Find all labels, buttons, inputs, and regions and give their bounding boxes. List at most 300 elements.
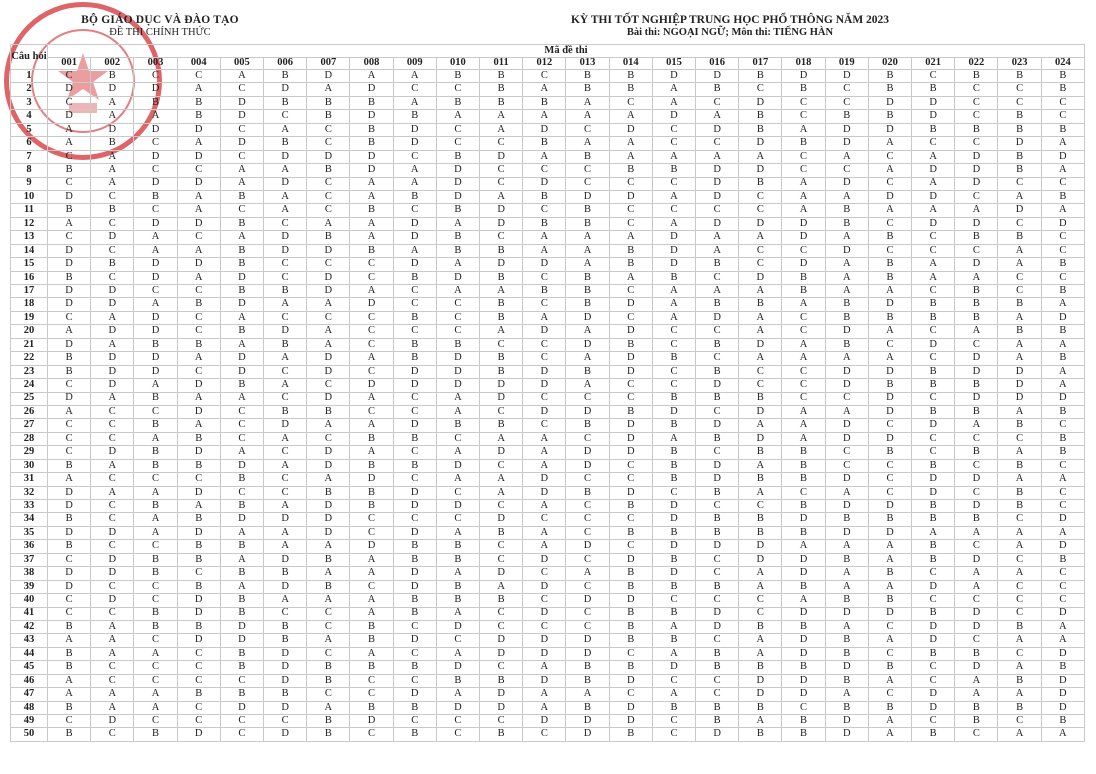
answer-cell: A xyxy=(177,271,220,284)
answer-cell: D xyxy=(307,365,350,378)
answer-cell: D xyxy=(566,728,609,742)
answer-cell: D xyxy=(220,365,263,378)
answer-cell: D xyxy=(393,567,436,580)
answer-cell: C xyxy=(998,715,1041,728)
answer-cell: A xyxy=(912,258,955,271)
answer-cell: B xyxy=(998,486,1041,499)
answer-cell: A xyxy=(739,231,782,244)
answer-cell: D xyxy=(436,352,479,365)
answer-cell: D xyxy=(868,500,911,513)
answer-cell: B xyxy=(696,486,739,499)
answer-cell: D xyxy=(609,419,652,432)
answer-cell: D xyxy=(264,580,307,593)
answer-cell: B xyxy=(393,459,436,472)
answer-cell: D xyxy=(307,70,350,83)
answer-cell: B xyxy=(739,728,782,742)
answer-cell: C xyxy=(91,661,134,674)
answer-cell: C xyxy=(782,164,825,177)
answer-cell: C xyxy=(134,715,177,728)
answer-cell: C xyxy=(523,567,566,580)
answer-cell: D xyxy=(48,526,91,539)
answer-cell: A xyxy=(436,526,479,539)
question-number: 42 xyxy=(11,620,48,633)
answer-cell: C xyxy=(350,258,393,271)
answer-cell: A xyxy=(436,217,479,230)
answer-cell: D xyxy=(350,379,393,392)
answer-cell: C xyxy=(566,513,609,526)
answer-cell: D xyxy=(91,553,134,566)
answer-cell: D xyxy=(739,338,782,351)
answer-cell: D xyxy=(523,715,566,728)
answer-cell: B xyxy=(480,419,523,432)
answer-cell: B xyxy=(912,728,955,742)
answer-cell: B xyxy=(1041,325,1084,338)
answer-cell: D xyxy=(436,459,479,472)
answer-cell: B xyxy=(825,594,868,607)
answer-cell: B xyxy=(393,661,436,674)
answer-cell: D xyxy=(609,432,652,445)
exam-code-header: 019 xyxy=(825,58,868,70)
answer-cell: C xyxy=(566,164,609,177)
answer-cell: D xyxy=(825,137,868,150)
answer-cell: C xyxy=(177,231,220,244)
answer-cell: B xyxy=(393,701,436,714)
answer-cell: A xyxy=(696,231,739,244)
answer-cell: B xyxy=(782,459,825,472)
answer-cell: D xyxy=(955,620,998,633)
question-number: 6 xyxy=(11,137,48,150)
answer-cell: A xyxy=(868,137,911,150)
answer-cell: B xyxy=(912,500,955,513)
answer-cell: D xyxy=(696,217,739,230)
answer-cell: B xyxy=(998,701,1041,714)
answer-cell: D xyxy=(566,338,609,351)
answer-cell: A xyxy=(48,674,91,687)
answer-cell: C xyxy=(825,459,868,472)
answer-cell: C xyxy=(393,620,436,633)
answer-cell: A xyxy=(782,298,825,311)
answer-cell: A xyxy=(307,338,350,351)
answer-cell: B xyxy=(1041,446,1084,459)
answer-cell: A xyxy=(523,459,566,472)
answer-cell: A xyxy=(48,688,91,701)
answer-cell: B xyxy=(264,688,307,701)
answer-cell: C xyxy=(523,620,566,633)
answer-cell: B xyxy=(955,715,998,728)
answer-cell: D xyxy=(91,526,134,539)
answer-cell: A xyxy=(220,231,263,244)
answer-cell: C xyxy=(652,365,695,378)
answer-cell: D xyxy=(523,486,566,499)
answer-cell: B xyxy=(782,473,825,486)
answer-cell: B xyxy=(220,567,263,580)
answer-cell: D xyxy=(955,164,998,177)
table-row xyxy=(11,701,1085,714)
answer-cell: A xyxy=(739,580,782,593)
answer-cell: B xyxy=(609,620,652,633)
answer-cell: A xyxy=(825,271,868,284)
answer-cell: A xyxy=(739,150,782,163)
answer-cell: C xyxy=(393,83,436,96)
answer-cell: C xyxy=(955,110,998,123)
table-row xyxy=(11,285,1085,298)
question-number: 41 xyxy=(11,607,48,620)
answer-cell: D xyxy=(134,177,177,190)
answer-cell: C xyxy=(436,83,479,96)
answer-cell: C xyxy=(955,432,998,445)
answer-cell: B xyxy=(220,258,263,271)
answer-cell: B xyxy=(998,150,1041,163)
answer-cell: D xyxy=(220,459,263,472)
answer-cell: D xyxy=(264,177,307,190)
answer-cell: B xyxy=(998,500,1041,513)
answer-cell: B xyxy=(480,70,523,83)
answer-cell: C xyxy=(1041,594,1084,607)
answer-cell: C xyxy=(955,190,998,203)
answer-cell: B xyxy=(436,338,479,351)
answer-cell: D xyxy=(393,634,436,647)
answer-cell: D xyxy=(350,110,393,123)
answer-cell: D xyxy=(220,352,263,365)
answer-cell: B xyxy=(868,513,911,526)
answer-cell: D xyxy=(480,150,523,163)
answer-cell: D xyxy=(350,164,393,177)
answer-cell: B xyxy=(307,96,350,109)
answer-cell: D xyxy=(652,244,695,257)
answer-cell: C xyxy=(350,405,393,418)
answer-cell: C xyxy=(91,607,134,620)
answer-cell: B xyxy=(177,432,220,445)
answer-cell: D xyxy=(912,580,955,593)
answer-cell: D xyxy=(91,446,134,459)
answer-cell: A xyxy=(48,325,91,338)
question-number: 34 xyxy=(11,513,48,526)
answer-cell: B xyxy=(48,365,91,378)
answer-cell: A xyxy=(1041,526,1084,539)
answer-cell: B xyxy=(1041,83,1084,96)
answer-cell: D xyxy=(868,298,911,311)
answer-cell: A xyxy=(220,164,263,177)
answer-cell: C xyxy=(782,392,825,405)
answer-cell: C xyxy=(177,567,220,580)
answer-cell: C xyxy=(868,688,911,701)
answer-cell: C xyxy=(696,204,739,217)
answer-cell: A xyxy=(91,647,134,660)
answer-cell: C xyxy=(912,352,955,365)
answer-cell: A xyxy=(264,379,307,392)
exam-code-header: 001 xyxy=(48,58,91,70)
answer-cell: C xyxy=(696,271,739,284)
answer-cell: D xyxy=(220,271,263,284)
answer-cell: D xyxy=(566,715,609,728)
answer-cell: A xyxy=(134,513,177,526)
table-row xyxy=(11,271,1085,284)
answer-cell: D xyxy=(523,123,566,136)
table-row xyxy=(11,150,1085,163)
answer-cell: C xyxy=(868,459,911,472)
answer-cell: B xyxy=(264,70,307,83)
table-row xyxy=(11,365,1085,378)
answer-cell: B xyxy=(350,701,393,714)
table-row xyxy=(11,513,1085,526)
answer-cell: A xyxy=(652,150,695,163)
answer-cell: C xyxy=(307,190,350,203)
answer-cell: D xyxy=(609,486,652,499)
answer-cell: C xyxy=(264,311,307,324)
answer-cell: C xyxy=(566,473,609,486)
answer-cell: A xyxy=(609,137,652,150)
answer-cell: C xyxy=(436,325,479,338)
answer-cell: D xyxy=(739,688,782,701)
answer-cell: C xyxy=(177,701,220,714)
answer-cell: C xyxy=(480,540,523,553)
answer-cell: B xyxy=(523,285,566,298)
answer-cell: A xyxy=(566,325,609,338)
exam-code-header: 015 xyxy=(652,58,695,70)
answer-cell: B xyxy=(523,217,566,230)
answer-cell: A xyxy=(220,338,263,351)
answer-cell: A xyxy=(307,701,350,714)
answer-cell: C xyxy=(912,567,955,580)
table-row xyxy=(11,500,1085,513)
answer-cell: B xyxy=(998,110,1041,123)
answer-cell: B xyxy=(134,553,177,566)
answer-cell: B xyxy=(1041,70,1084,83)
answer-cell: D xyxy=(825,365,868,378)
question-number: 13 xyxy=(11,231,48,244)
answer-cell: A xyxy=(739,285,782,298)
answer-cell: C xyxy=(264,486,307,499)
answer-cell: A xyxy=(609,231,652,244)
answer-cell: D xyxy=(48,392,91,405)
answer-cell: A xyxy=(566,231,609,244)
answer-cell: C xyxy=(739,379,782,392)
answer-cell: A xyxy=(998,688,1041,701)
answer-cell: C xyxy=(307,123,350,136)
answer-cell: C xyxy=(566,607,609,620)
question-number: 1 xyxy=(11,70,48,83)
answer-cell: C xyxy=(868,620,911,633)
answer-cell: B xyxy=(998,620,1041,633)
answer-cell: C xyxy=(652,379,695,392)
answer-cell: B xyxy=(739,526,782,539)
answer-cell: C xyxy=(393,204,436,217)
answer-cell: B xyxy=(480,594,523,607)
answer-cell: A xyxy=(134,244,177,257)
answer-cell: D xyxy=(177,486,220,499)
answer-cell: B xyxy=(220,647,263,660)
answer-cell: D xyxy=(91,83,134,96)
answer-cell: B xyxy=(868,258,911,271)
answer-cell: C xyxy=(739,244,782,257)
answer-cell: B xyxy=(436,674,479,687)
answer-cell: D xyxy=(220,701,263,714)
answer-cell: C xyxy=(134,540,177,553)
answer-cell: A xyxy=(264,459,307,472)
answer-cell: B xyxy=(739,298,782,311)
answer-cell: D xyxy=(436,379,479,392)
answer-cell: D xyxy=(609,190,652,203)
answer-cell: C xyxy=(48,594,91,607)
answer-cell: B xyxy=(350,137,393,150)
answer-cell: C xyxy=(436,311,479,324)
answer-cell: C xyxy=(955,486,998,499)
answer-cell: C xyxy=(393,150,436,163)
answer-cell: D xyxy=(134,365,177,378)
answer-cell: A xyxy=(782,594,825,607)
answer-cell: A xyxy=(955,419,998,432)
answer-cell: C xyxy=(609,311,652,324)
answer-cell: C xyxy=(307,204,350,217)
answer-cell: A xyxy=(91,164,134,177)
answer-cell: A xyxy=(696,110,739,123)
answer-cell: D xyxy=(955,150,998,163)
answer-cell: D xyxy=(652,231,695,244)
answer-cell: A xyxy=(782,177,825,190)
answer-cell: C xyxy=(912,325,955,338)
answer-cell: C xyxy=(1041,419,1084,432)
answer-cell: A xyxy=(177,419,220,432)
answer-cell: D xyxy=(48,285,91,298)
answer-cell: D xyxy=(220,110,263,123)
table-row xyxy=(11,540,1085,553)
answer-cell: A xyxy=(523,661,566,674)
answer-cell: A xyxy=(307,567,350,580)
answer-cell: C xyxy=(393,674,436,687)
answer-cell: D xyxy=(523,258,566,271)
answer-cell: B xyxy=(350,432,393,445)
answer-cell: C xyxy=(220,123,263,136)
answer-cell: D xyxy=(1041,392,1084,405)
answer-cell: C xyxy=(393,473,436,486)
answer-cell: B xyxy=(696,513,739,526)
answer-cell: B xyxy=(566,701,609,714)
answer-cell: D xyxy=(436,177,479,190)
answer-cell: D xyxy=(782,688,825,701)
answer-cell: D xyxy=(480,688,523,701)
answer-cell: B xyxy=(609,526,652,539)
answer-cell: A xyxy=(696,285,739,298)
table-row xyxy=(11,446,1085,459)
answer-cell: D xyxy=(609,123,652,136)
answer-cell: C xyxy=(177,164,220,177)
answer-cell: B xyxy=(436,204,479,217)
answer-cell: D xyxy=(264,231,307,244)
answer-cell: D xyxy=(1041,647,1084,660)
answer-cell: A xyxy=(566,379,609,392)
answer-cell: B xyxy=(393,110,436,123)
answer-cell: B xyxy=(825,701,868,714)
table-row xyxy=(11,352,1085,365)
exam-title: KỲ THI TỐT NGHIỆP TRUNG HỌC PHỔ THÔNG NĂM 2023 xyxy=(570,14,890,26)
answer-cell: D xyxy=(523,634,566,647)
answer-cell: C xyxy=(393,647,436,660)
answer-cell: C xyxy=(912,432,955,445)
answer-cell: C xyxy=(652,728,695,742)
answer-cell: A xyxy=(739,567,782,580)
answer-cell: A xyxy=(307,473,350,486)
answer-cell: D xyxy=(350,150,393,163)
answer-cell: A xyxy=(91,688,134,701)
question-number: 47 xyxy=(11,688,48,701)
answer-cell: C xyxy=(912,244,955,257)
answer-cell: C xyxy=(48,311,91,324)
answer-cell: D xyxy=(393,258,436,271)
answer-cell: C xyxy=(480,553,523,566)
answer-cell: D xyxy=(868,526,911,539)
answer-cell: C xyxy=(955,96,998,109)
answer-cell: A xyxy=(998,244,1041,257)
answer-cell: B xyxy=(912,459,955,472)
answer-cell: D xyxy=(955,177,998,190)
question-number: 16 xyxy=(11,271,48,284)
answer-cell: D xyxy=(480,379,523,392)
answer-cell: D xyxy=(825,379,868,392)
answer-cell: B xyxy=(436,70,479,83)
answer-cell: A xyxy=(307,634,350,647)
answer-cell: B xyxy=(868,567,911,580)
answer-cell: D xyxy=(1041,217,1084,230)
answer-cell: D xyxy=(566,647,609,660)
answer-cell: C xyxy=(177,365,220,378)
answer-cell: B xyxy=(177,96,220,109)
question-number: 37 xyxy=(11,553,48,566)
table-row xyxy=(11,204,1085,217)
answer-cell: A xyxy=(177,500,220,513)
answer-cell: A xyxy=(350,446,393,459)
answer-cell: B xyxy=(264,405,307,418)
answer-cell: D xyxy=(825,70,868,83)
table-row xyxy=(11,688,1085,701)
answer-cell: C xyxy=(652,325,695,338)
answer-cell: C xyxy=(480,661,523,674)
answer-cell: C xyxy=(739,83,782,96)
answer-cell: B xyxy=(998,674,1041,687)
table-row xyxy=(11,190,1085,203)
answer-cell: A xyxy=(393,96,436,109)
answer-cell: D xyxy=(48,486,91,499)
answer-cell: D xyxy=(912,620,955,633)
answer-cell: B xyxy=(220,244,263,257)
answer-cell: C xyxy=(868,244,911,257)
answer-cell: B xyxy=(652,634,695,647)
answer-cell: A xyxy=(436,258,479,271)
answer-cell: A xyxy=(480,432,523,445)
answer-cell: D xyxy=(609,325,652,338)
answer-cell: D xyxy=(264,244,307,257)
answer-cell: B xyxy=(825,647,868,660)
answer-cell: D xyxy=(307,513,350,526)
answer-cell: A xyxy=(1041,338,1084,351)
answer-cell: D xyxy=(912,164,955,177)
answer-cell: C xyxy=(220,486,263,499)
answer-cell: A xyxy=(436,473,479,486)
answer-cell: D xyxy=(652,500,695,513)
answer-cell: A xyxy=(264,204,307,217)
answer-cell: B xyxy=(436,96,479,109)
table-row xyxy=(11,298,1085,311)
answer-cell: A xyxy=(177,204,220,217)
answer-cell: B xyxy=(307,110,350,123)
answer-cell: D xyxy=(91,379,134,392)
answer-cell: D xyxy=(868,96,911,109)
answer-cell: C xyxy=(177,473,220,486)
answer-cell: D xyxy=(134,217,177,230)
answer-cell: D xyxy=(393,123,436,136)
answer-cell: A xyxy=(739,325,782,338)
answer-cell: A xyxy=(393,244,436,257)
answer-cell: B xyxy=(220,325,263,338)
